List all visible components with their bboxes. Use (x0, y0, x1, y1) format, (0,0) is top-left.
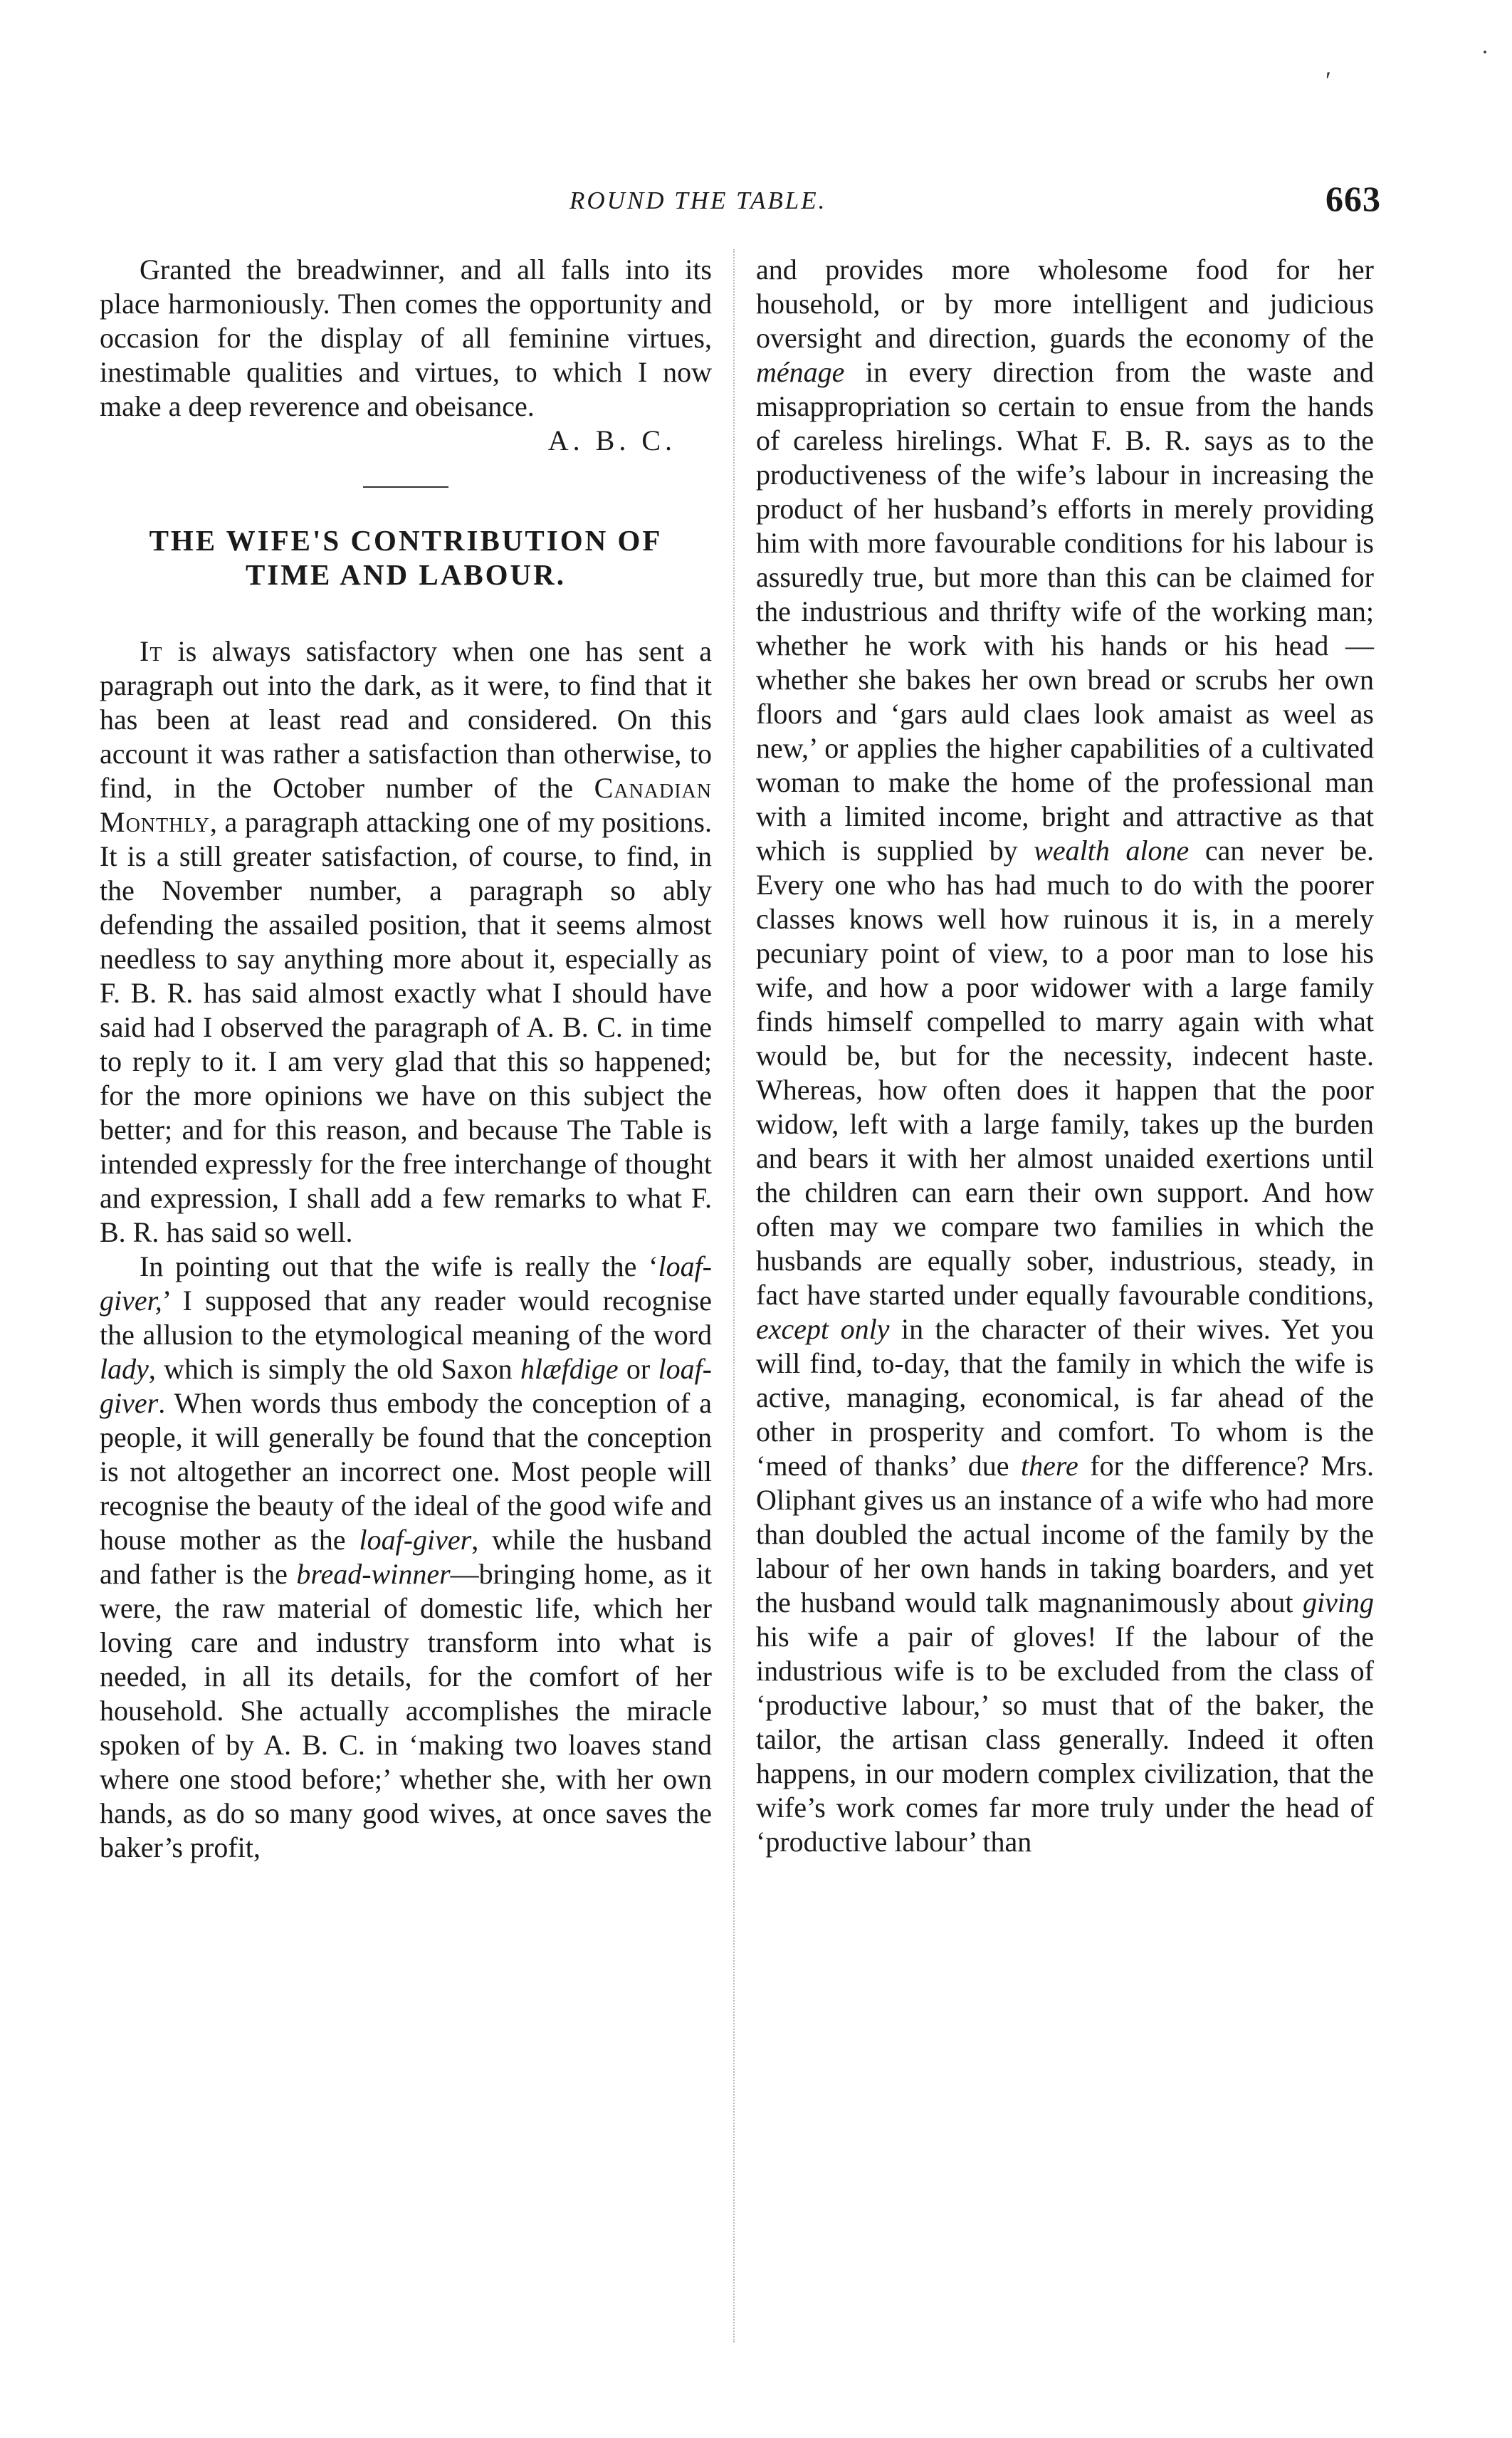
emphasis: wealth alone (1034, 835, 1190, 867)
section-rule (363, 486, 448, 488)
article-title-line-2: TIME AND LABOUR. (245, 558, 567, 591)
running-title: ROUND THE TABLE. (569, 187, 827, 214)
emphasis: giving (1303, 1586, 1374, 1618)
body-paragraph-continued: and provides more wholesome food for her household, or by more intelligent and judicious oversight and direction, guards the economy of the ménage in every direction from the waste and misappropriation so certain to ensue from the hands of careless hirelings. What F. B. R. says as to the productiveness of the wife’s labour in increasing the product of her husband’s efforts in merely providing him with more favourable conditions for his labour is assuredly true, but more than this can be claimed for the industrious and thrifty wife of the working man; whether he work with his hands or his head — whether she bakes her own bread or scrubs her own floors and ‘gars auld claes look amaist as weel as new,’ or applies the higher capabilities of a cultivated woman to make the home of the professional man with a limited income, bright and attractive as that which is supplied by wealth alone can never be. Every one who has had much to do with the poorer classes knows well how ruinous it is, in a merely pecuniary point of view, to a poor man to lose his wife, and how a poor widower with a large family finds himself compelled to marry again with what would be, but for the necessity, indecent haste. Whereas, how often does it happen that the poor widow, left with a large family, takes up the burden and bears it with her almost unaided exertions until the children can earn their own support. And how often may we compare two families in which the husbands are equally sober, industrious, steady, in fact have started under equally favourable conditions, except only in the character of their wives. Yet you will find, to-day, that the family in which the wife is active, managing, economical, is far ahead of the other in prosperity and comfort. To whom is the ‘meed of thanks’ due there for the difference? Mrs. Oliphant gives us an instance of a wife who had more than doubled the actual income of the family by the labour of her own hands in taking boarders, and yet the husband would talk magnanimously about giving his wife a pair of gloves! If the labour of the industrious wife is to be excluded from the class of ‘productive labour,’ so must that of the baker, the tailor, the artisan class generally. Indeed it often happens, in our modern complex civilization, that the wife’s work comes far more truly under the head of ‘productive labour’ than (756, 253, 1375, 1858)
emphasis: lady (100, 1353, 149, 1385)
lead-word: It (140, 635, 163, 667)
page-number: 663 (1325, 179, 1381, 219)
emphasis: loaf-giver (359, 1524, 472, 1556)
margin-mark: ′ (1325, 66, 1331, 95)
article-title (100, 523, 712, 592)
emphasis: except only (756, 1313, 890, 1345)
left-column (100, 253, 712, 1865)
emphasis: hlæfdige (520, 1353, 619, 1385)
margin-mark: ˙ (1481, 45, 1489, 73)
body-paragraph: It is always satisfactory when one has sent a paragraph out into the dark, as it were, to find that it has been at least read and considered. On this account it was rather a satisfaction than otherwise, to find, in the October number of the Canadian Monthly, a paragraph attacking one of my positions. It is a still greater satisfaction, of course, to find, in the November number, a paragraph so ably defending the assailed position, that it seems almost needless to say anything more about it, especially as F. B. R. has said almost exactly what I should have said had I observed the paragraph of A. B. C. in time to reply to it. I am very glad that this so happened; for the more opinions we have on this subject the better; and for this reason, and because The Table is intended expressly for the free interchange of thought and expression, I shall add a few remarks to what F. B. R. has said so well. (100, 635, 712, 1248)
magazine-name: Canadian Monthly (100, 772, 712, 838)
emphasis: loaf-giver (100, 1353, 712, 1419)
column-divider (733, 249, 735, 2343)
body-paragraph: In pointing out that the wife is really the ‘loaf-giver,’ I supposed that any reader would recognise the allusion to the etymological meaning of the word lady, which is simply the old Saxon hlæfdige or loaf-giver. When words thus embody the conception of a people, it will generally be found that the conception is not altogether an incorrect one. Most people will recognise the beauty of the ideal of the good wife and house mother as the loaf-giver, while the husband and father is the bread-winner—bringing home, as it were, the raw material of domestic life, which her loving care and industry transform into what is needed, in all its details, for the comfort of her household. She actually accomplishes the miracle spoken of by A. B. C. in ‘making two loaves stand where one stood before;’ whether she, with her own hands, as do so many good wives, at once saves the baker’s profit, (100, 1250, 712, 1863)
closing-paragraph: Granted the breadwinner, and all falls into its place harmoniously. Then comes the opportunity and occasion for the display of all feminine virtues, inestimable qualities and virtues, to which I now make a deep reverence and obeisance. (100, 253, 712, 422)
emphasis: loaf-giver, (100, 1250, 712, 1317)
emphasis: ménage (756, 356, 845, 388)
emphasis: bread-winner (296, 1558, 451, 1590)
right-column (756, 253, 1374, 1859)
emphasis: there (1021, 1450, 1078, 1482)
running-head (100, 178, 1381, 228)
signature: A. B. C. (547, 424, 676, 456)
article-title-line-1: THE WIFE'S CONTRIBUTION OF (149, 524, 663, 557)
